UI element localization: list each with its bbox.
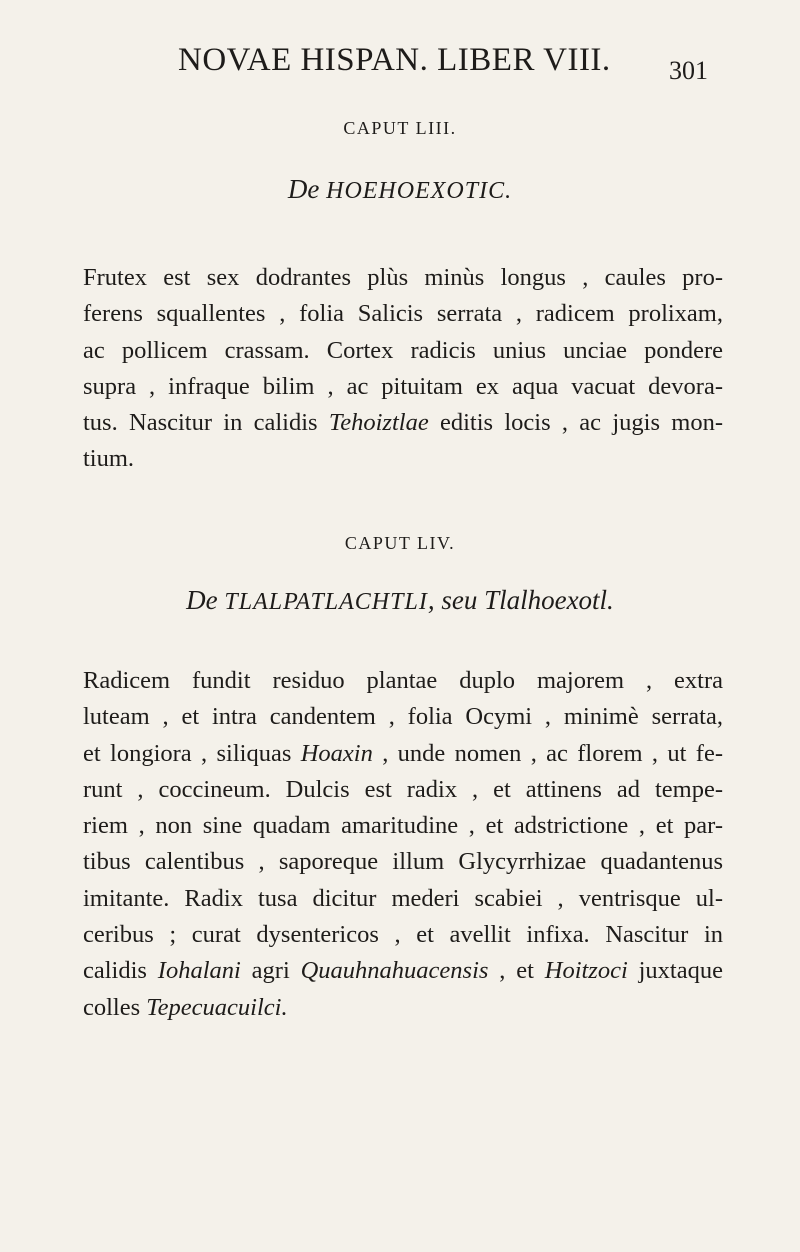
paragraph-line: riem , non sine quadam amaritudine , et adstrictione , et par- xyxy=(83,812,723,840)
place-name-tehoiztlae: Tehoiztlae xyxy=(328,409,429,437)
chapter-54-paragraph xyxy=(83,663,723,1026)
term-hoaxin: Hoaxin xyxy=(300,739,373,767)
paragraph-line: calidis Iohalani agri Quauhnahuacensis , et Hoitzoci juxtaque xyxy=(83,957,723,985)
running-title: NOVAE HISPAN. LIBER VIII. xyxy=(178,42,611,78)
paragraph-line: tium. xyxy=(83,445,135,473)
paragraph-line: ferens squallentes , folia Salicis serrata , radicem prolixam, xyxy=(83,300,723,328)
chapter-54-heading: CAPUT LIV. xyxy=(344,533,456,553)
paragraph-line: imitante. Radix tusa dicitur mederi scabiei , ventrisque ul- xyxy=(83,884,723,912)
chapter-53-title-name: HOEHOEXOTIC. xyxy=(326,178,513,204)
paragraph-line: runt , coccineum. Dulcis est radix , et attinens ad tempe- xyxy=(83,775,723,803)
paragraph-line: et longiora , siliquas Hoaxin , unde nomen , ac florem , ut fe- xyxy=(83,739,724,767)
place-name-hoitzoci: Hoitzoci xyxy=(544,957,628,985)
place-name-iohalani: Iohalani xyxy=(157,957,241,985)
place-name-quauhnahuacensis: Quauhnahuacensis xyxy=(300,957,489,985)
chapter-54-title xyxy=(0,585,800,616)
paragraph-line: tibus calentibus , saporeque illum Glycyrrhizae quadantenus xyxy=(83,848,723,876)
page-number: 301 xyxy=(669,56,708,85)
chapter-54-title-name: TLALPATLACHTLI xyxy=(224,589,428,615)
chapter-53-title-prefix: De xyxy=(287,174,320,204)
paragraph-line: supra , infraque bilim , ac pituitam ex aqua vacuat devora- xyxy=(83,372,723,400)
paragraph-line: Radicem fundit residuo plantae duplo majorem , extra xyxy=(83,667,723,694)
paragraph-line: luteam , et intra candentem , folia Ocymi , minimè serrata, xyxy=(83,703,723,731)
paragraph-line: colles Tepecuacuilci. xyxy=(83,993,288,1021)
chapter-54-title-prefix: De xyxy=(186,585,218,615)
paragraph-line: Frutex est sex dodrantes plùs minùs longus , caules pro- xyxy=(83,264,723,291)
chapter-54-title-suffix: , seu Tlalhoexotl. xyxy=(427,585,614,615)
chapter-53-title xyxy=(0,174,800,205)
chapter-53-heading: CAPUT LIII. xyxy=(343,118,457,138)
chapter-53-paragraph xyxy=(83,260,723,478)
paragraph-line: ceribus ; curat dysentericos , et avellit infixa. Nascitur in xyxy=(83,921,723,949)
paragraph-line: tus. Nascitur in calidis Tehoiztlae editis locis , ac jugis mon- xyxy=(83,409,723,437)
paragraph-line: ac pollicem crassam. Cortex radicis unius unciae pondere xyxy=(83,336,723,364)
place-name-tepecuacuilci: Tepecuacuilci. xyxy=(146,993,288,1021)
